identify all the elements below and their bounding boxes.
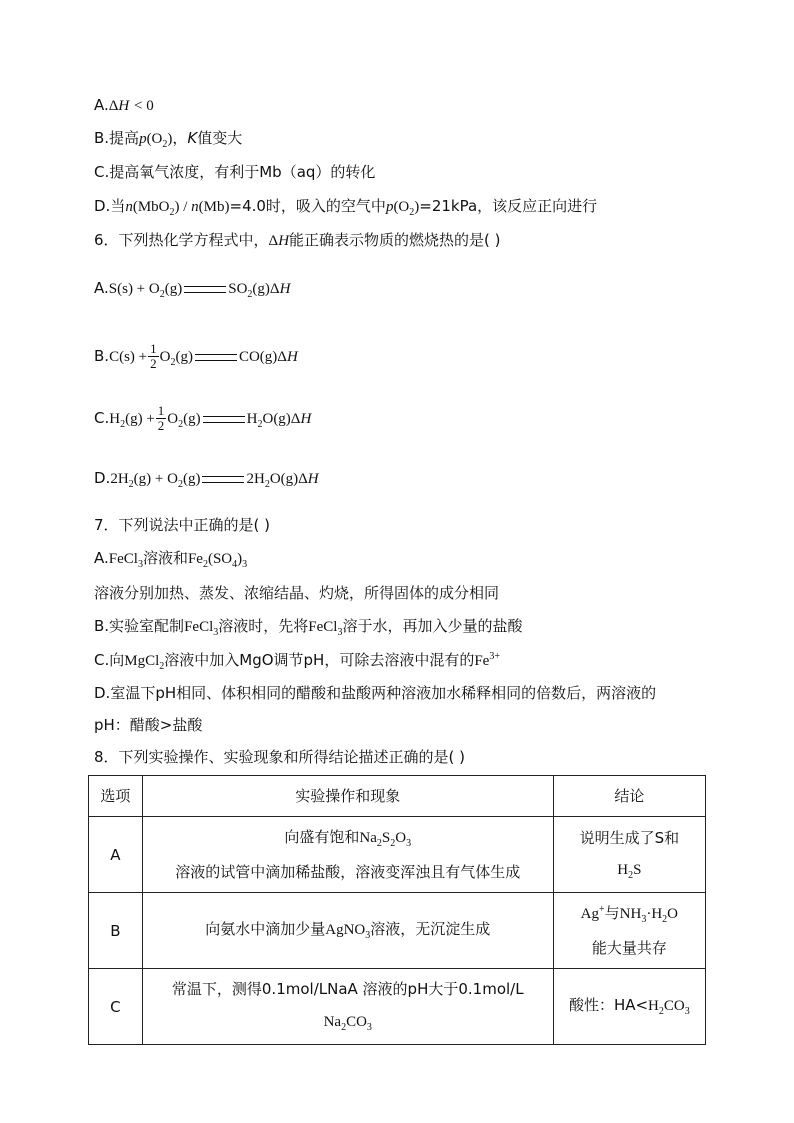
q7-option-a: A.FeCl$_3$溶液和$Fe_2(SO_4)_3$ bbox=[94, 549, 248, 570]
row-c-conclusion: 酸性：$HA<H_2CO_3$ bbox=[553, 969, 705, 1045]
partial-pressure-o2: $p(O_2)$ bbox=[385, 199, 420, 218]
table-row bbox=[89, 817, 706, 893]
q7-option-d-line2: pH：醋酸>盐酸 bbox=[94, 716, 203, 734]
row-c-option: C bbox=[89, 969, 143, 1045]
equation-arrow bbox=[203, 416, 245, 423]
q6-stem: 6．下列热化学方程式中，ΔH能正确表示物质的燃烧热的是( ) bbox=[94, 231, 501, 249]
row-a-operation: 向盛有饱和$Na_2S_2O_3$ 溶液的试管中滴加稀盐酸，溶液变浑浊且有气体生成 bbox=[142, 817, 553, 893]
row-b-option: B bbox=[89, 893, 143, 969]
q7-stem: 7．下列说法中正确的是( ) bbox=[94, 516, 271, 534]
q6-option-a: $A.S(s) + O_2(g)$ $SO_2(g)\Delta H$ bbox=[94, 279, 291, 300]
q7-option-d: D.室温下pH相同、体积相同的醋酸和盐酸两种溶液加水稀释相同的倍数后，两溶液的 bbox=[94, 684, 657, 702]
q6-option-b: B.C(s) + $\frac{1}{2}$ $O_2(g)$ CO(g)ΔH bbox=[94, 341, 298, 371]
row-b-operation: 向氨水中滴加少量AgNO$_3$溶液，无沉淀生成 bbox=[142, 893, 553, 969]
q5-option-c: C.提高氧气浓度，有利于Mb（aq）的转化 bbox=[94, 163, 376, 181]
header-option: 选项 bbox=[89, 776, 143, 817]
equation-arrow bbox=[195, 354, 237, 361]
q7-option-a-line2: 溶液分别加热、蒸发、浓缩结晶、灼烧，所得固体的成分相同 bbox=[94, 584, 500, 602]
row-c-operation: 常温下，测得0.1mol/LNaA 溶液的pH大于0.1mol/L $Na_2CO_3$ bbox=[142, 969, 553, 1045]
q5-option-d: D.当n(MbO$_2$) / n(Mb)=4.0时，吸入的空气中$p(O_2)=21kPa$，该反应正向进行 bbox=[94, 197, 598, 218]
q7-option-c: C.向MgCl$_2$溶液中加入MgO调节pH，可除去溶液中混有的$Fe^{3+}$ bbox=[94, 651, 500, 672]
one-half-fraction: $\frac{1}{2}$ bbox=[150, 341, 157, 371]
q6-option-c: $C.H_2(g)$ + $\frac{1}{2}$ $O_2(g)$ $H_2O(g)\Delta H$ bbox=[94, 403, 312, 433]
header-conclusion: 结论 bbox=[553, 776, 705, 817]
table-header-row bbox=[89, 776, 706, 817]
row-a-option: A bbox=[89, 817, 143, 893]
delta-h-symbol: ΔH bbox=[108, 98, 130, 114]
one-half-fraction: $\frac{1}{2}$ bbox=[157, 403, 165, 433]
equation-arrow bbox=[202, 476, 244, 483]
q5-option-a: A.ΔH < 0 bbox=[94, 96, 154, 114]
q5-a-condition: < 0 bbox=[134, 98, 154, 114]
table-row bbox=[89, 969, 706, 1045]
q5-option-b: B.提高$p(O_2)$，K值变大 bbox=[94, 129, 243, 150]
row-b-conclusion: Ag+与$NH_3\cdot H_2O$ 能大量共存 bbox=[553, 893, 705, 969]
ratio-expression: n(MbO$_2$) / n(Mb) bbox=[125, 199, 230, 218]
q7-option-b: B.实验室配制FeCl$_3$溶液时，先将FeCl$_3$溶于水，再加入少量的盐酸 bbox=[94, 617, 523, 638]
table-row bbox=[89, 893, 706, 969]
experiment-table bbox=[88, 775, 706, 1045]
row-a-conclusion: 说明生成了S和 $H_2S$ bbox=[553, 817, 705, 893]
header-operation: 实验操作和现象 bbox=[142, 776, 553, 817]
partial-pressure-o2: $p(O_2)$ bbox=[139, 131, 173, 150]
q6-option-d: $D.2H_2(g) + O_2(g)$ $2H_2O(g)\Delta H$ bbox=[94, 469, 319, 490]
equation-arrow bbox=[184, 286, 226, 293]
q8-stem: 8．下列实验操作、实验现象和所得结论描述正确的是( ) bbox=[94, 748, 466, 766]
